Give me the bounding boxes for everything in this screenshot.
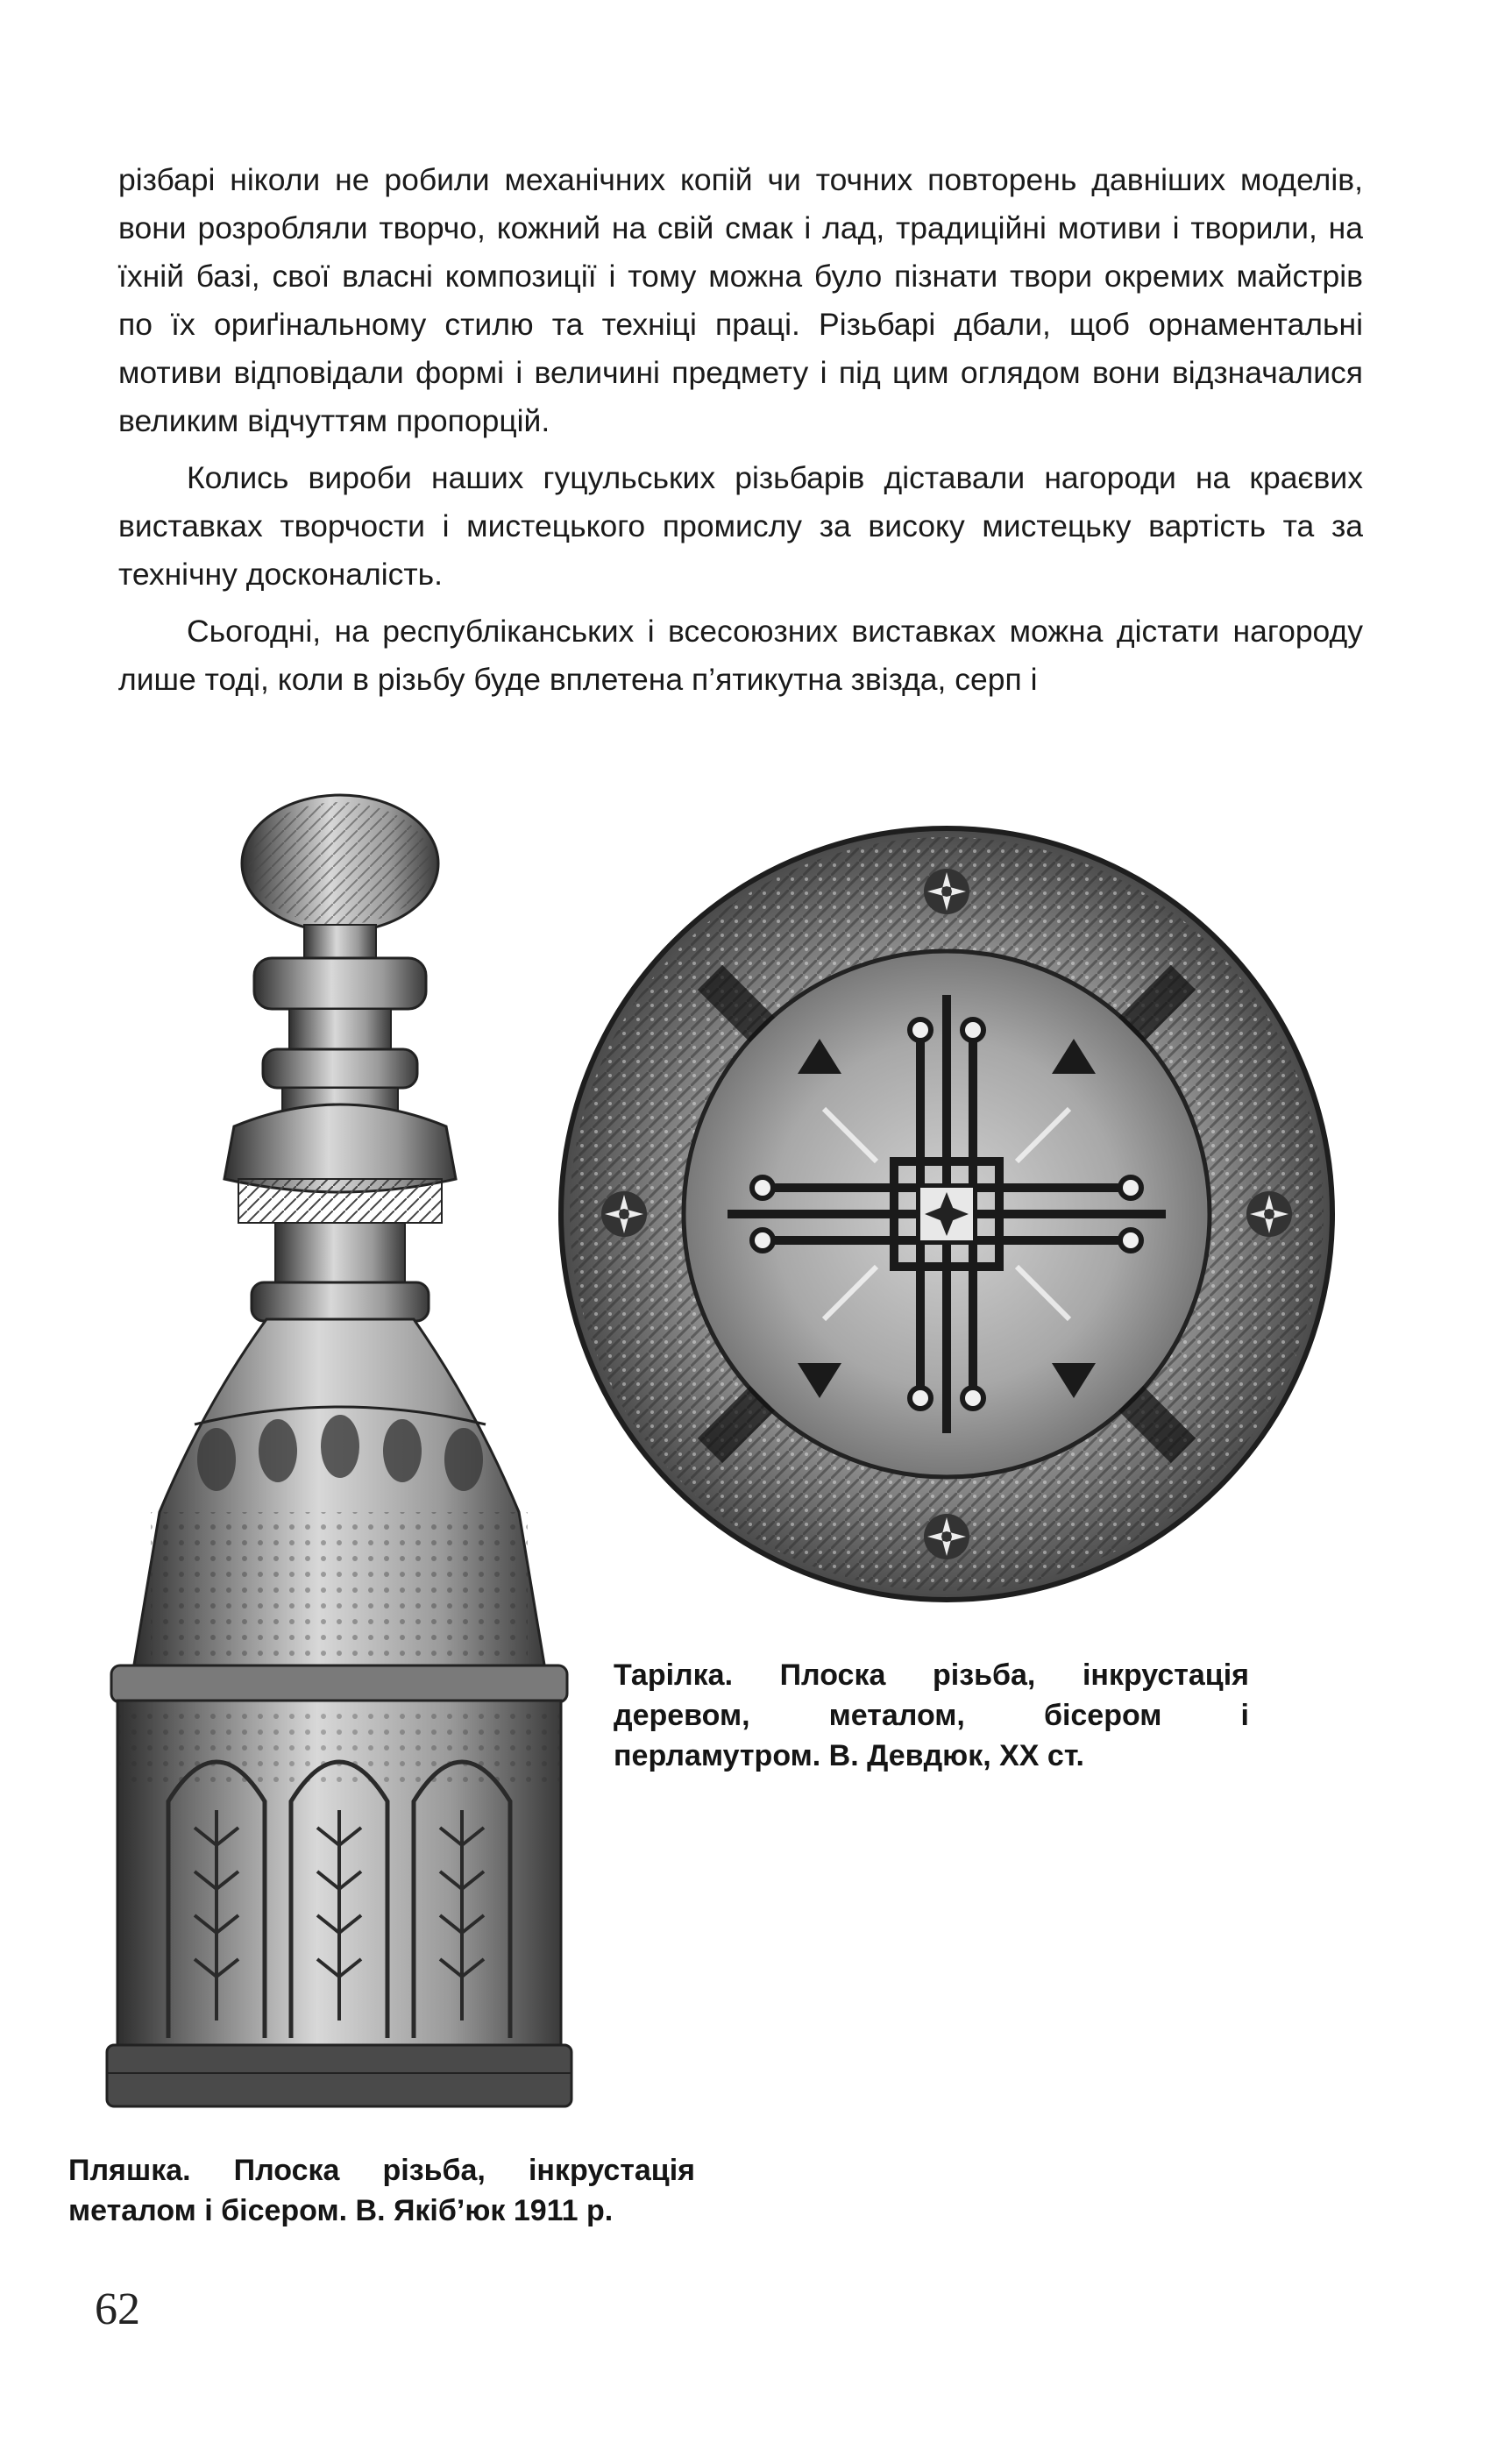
plate-caption: Тарілка. Плоска різьба, інкрустація деревом, металом, бісером і перламутром. В. Девдюк, XX ст. xyxy=(614,1658,1249,1772)
paragraph-2: Колись вироби наших гуцульських різьбарів діставали нагороди на краєвих виставках творчости і мистецького промислу за високу мистецьку вартість та за технічну досконалість. xyxy=(118,460,1363,592)
paragraph-1: різбарі ніколи не робили механічних копій чи точних повторень давніших моделів, вони розробляли творчо, кожний на свій смак і лад, традиційні мотиви і творили, на їхній базі, свої власні композиції і тому можна було пізнати твори окремих майстрів по їх ориґінальному стилю та техніці праці. Різьбарі дбали, щоб орнаментальні мотиви відповідали формі і величині предмету і під цим оглядом вони відзначалися великим відчуттям пропорцій. xyxy=(118,162,1363,438)
body-text xyxy=(118,156,1363,704)
page-number: 62 xyxy=(95,2284,140,2334)
bottle-caption: Пляшка. Плоска різьба, інкрустація металом і бісером. В. Якіб’юк 1911 р. xyxy=(68,2154,695,2227)
paragraph-3: Сьогодні, на республіканських і всесоюзних виставках можна дістати нагороду лише тоді, коли в різьбу буде вплетена п’ятикутна звізда, серп і xyxy=(118,614,1363,697)
plate-photo xyxy=(508,820,1367,1609)
